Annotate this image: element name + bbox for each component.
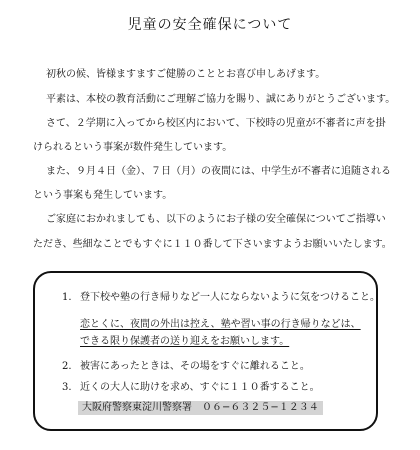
paragraph-incident-line2: けられるという事案が数件発生しています。 bbox=[33, 142, 233, 153]
item-2-text: 被害にあったときは、その場をすぐに離れること。 bbox=[80, 361, 310, 372]
item-number-3: 3. bbox=[62, 382, 72, 393]
paragraph-greeting: 初秋の候、皆様ますますご健勝のこととお喜び申しあげます。 bbox=[46, 69, 326, 80]
paragraph-request-line1: ご家庭におかれましても、以下のようにお子様の安全確保についてご指導い bbox=[46, 214, 386, 225]
police-contact: 大阪府警察東淀川警察署 ０６−６３２５−１２３４ bbox=[78, 401, 323, 415]
item-3-text: 近くの大人に助けを求め、すぐに１１０番すること。 bbox=[80, 382, 320, 393]
paragraph-thanks: 平素は、本校の教育活動にご理解ご協力を賜り、誠にありがとうございます。 bbox=[46, 94, 396, 105]
document-title: 児童の安全確保について bbox=[127, 17, 293, 33]
paragraph-incident-line1: さて、２学期に入ってから校区内において、下校時の児童が不審者に声を掛 bbox=[46, 118, 386, 129]
paragraph-request-line2: ただき、些細なことでもすぐに１１０番して下さいますようお願いいたします。 bbox=[33, 239, 392, 250]
paragraph-night-line1: また、９月４日（金）、７日（月）の夜間には、中学生が不審者に追随される bbox=[46, 166, 391, 177]
item-1-line2: 恋とくに、夜間の外出は控え、塾や習い事の行き帰りなどは、 bbox=[80, 319, 361, 330]
item-number-1: 1. bbox=[62, 292, 72, 303]
item-1-line1: 登下校や塾の行き帰りなど一人にならないように気をつけること。 bbox=[80, 292, 380, 303]
item-1-line3: できる限り保護者の送り迎えをお願いします。 bbox=[80, 336, 290, 347]
paragraph-night-line2: という事案も発生しています。 bbox=[33, 190, 173, 201]
item-number-2: 2. bbox=[62, 361, 72, 372]
